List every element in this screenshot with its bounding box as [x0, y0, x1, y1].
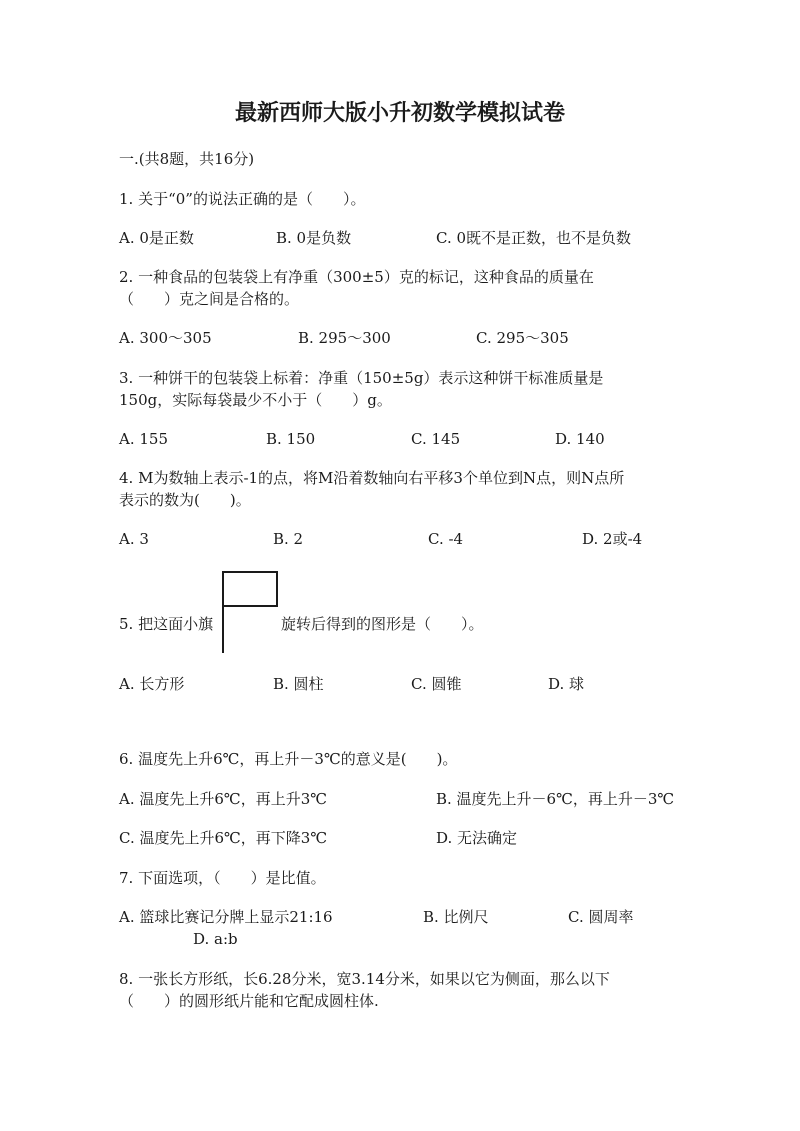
question-1-option-a: A. 0是正数	[119, 229, 194, 247]
question-5-option-b: B. 圆柱	[273, 675, 324, 693]
question-7-option-b: B. 比例尺	[423, 908, 489, 926]
question-6-option-b: B. 温度先上升－6℃，再上升－3℃	[436, 790, 675, 808]
question-3-option-b: B. 150	[266, 430, 316, 448]
question-1-stem: 1. 关于“0”的说法正确的是（ ）。	[119, 190, 366, 208]
question-1-option-c: C. 0既不是正数，也不是负数	[436, 229, 632, 247]
question-2-option-b: B. 295～300	[298, 329, 391, 347]
question-1-option-b: B. 0是负数	[276, 229, 352, 247]
question-8-stem-line1: 8. 一张长方形纸，长6.28分米，宽3.14分米，如果以它为侧面，那么以下	[119, 970, 610, 988]
question-2-stem-line2: （ ）克之间是合格的。	[119, 290, 300, 308]
question-4-option-a: A. 3	[119, 530, 149, 548]
question-2-option-a: A. 300～305	[119, 329, 212, 347]
question-4-option-c: C. -4	[428, 530, 464, 548]
question-2-option-c: C. 295～305	[476, 329, 569, 347]
question-2-stem-line1: 2. 一种食品的包装袋上有净重（300±5）克的标记，这种食品的质量在	[119, 268, 594, 286]
section-heading: 一.(共8题，共16分)	[119, 150, 255, 168]
question-7-option-c: C. 圆周率	[568, 908, 634, 926]
question-4-option-d: D. 2或-4	[582, 530, 643, 548]
question-4-stem-line2: 表示的数为( )。	[119, 491, 251, 509]
question-4-option-b: B. 2	[273, 530, 304, 548]
question-6-stem: 6. 温度先上升6℃，再上升－3℃的意义是( )。	[119, 750, 458, 768]
flag-figure	[221, 571, 279, 653]
question-3-stem-line2: 150g，实际每袋最少不小于（ ）g。	[119, 391, 392, 409]
question-6-option-d: D. 无法确定	[436, 829, 518, 847]
question-7-stem: 7. 下面选项，（ ）是比值。	[119, 869, 326, 887]
question-6-option-a: A. 温度先上升6℃，再上升3℃	[119, 790, 328, 808]
question-5-option-c: C. 圆锥	[411, 675, 462, 693]
question-5-stem-prefix: 5. 把这面小旗	[119, 615, 214, 633]
question-7-option-a: A. 篮球比赛记分牌上显示21:16	[119, 908, 333, 926]
question-5-option-a: A. 长方形	[119, 675, 185, 693]
question-5-stem-suffix: 旋转后得到的图形是（ ）。	[281, 615, 484, 633]
question-6-option-c: C. 温度先上升6℃，再下降3℃	[119, 829, 328, 847]
question-3-option-d: D. 140	[555, 430, 605, 448]
question-3-stem-line1: 3. 一种饼干的包装袋上标着：净重（150±5g）表示这种饼干标准质量是	[119, 369, 604, 387]
question-3-option-a: A. 155	[119, 430, 168, 448]
question-8-stem-line2: （ ）的圆形纸片能和它配成圆柱体.	[119, 992, 379, 1010]
page-title: 最新西师大版小升初数学模拟试卷	[234, 100, 565, 126]
question-5-option-d: D. 球	[548, 675, 585, 693]
question-4-stem-line1: 4. M为数轴上表示-1的点，将M沿着数轴向右平移3个单位到N点，则N点所	[119, 469, 625, 487]
question-3-option-c: C. 145	[411, 430, 461, 448]
question-7-option-d: D. a:b	[193, 930, 238, 948]
